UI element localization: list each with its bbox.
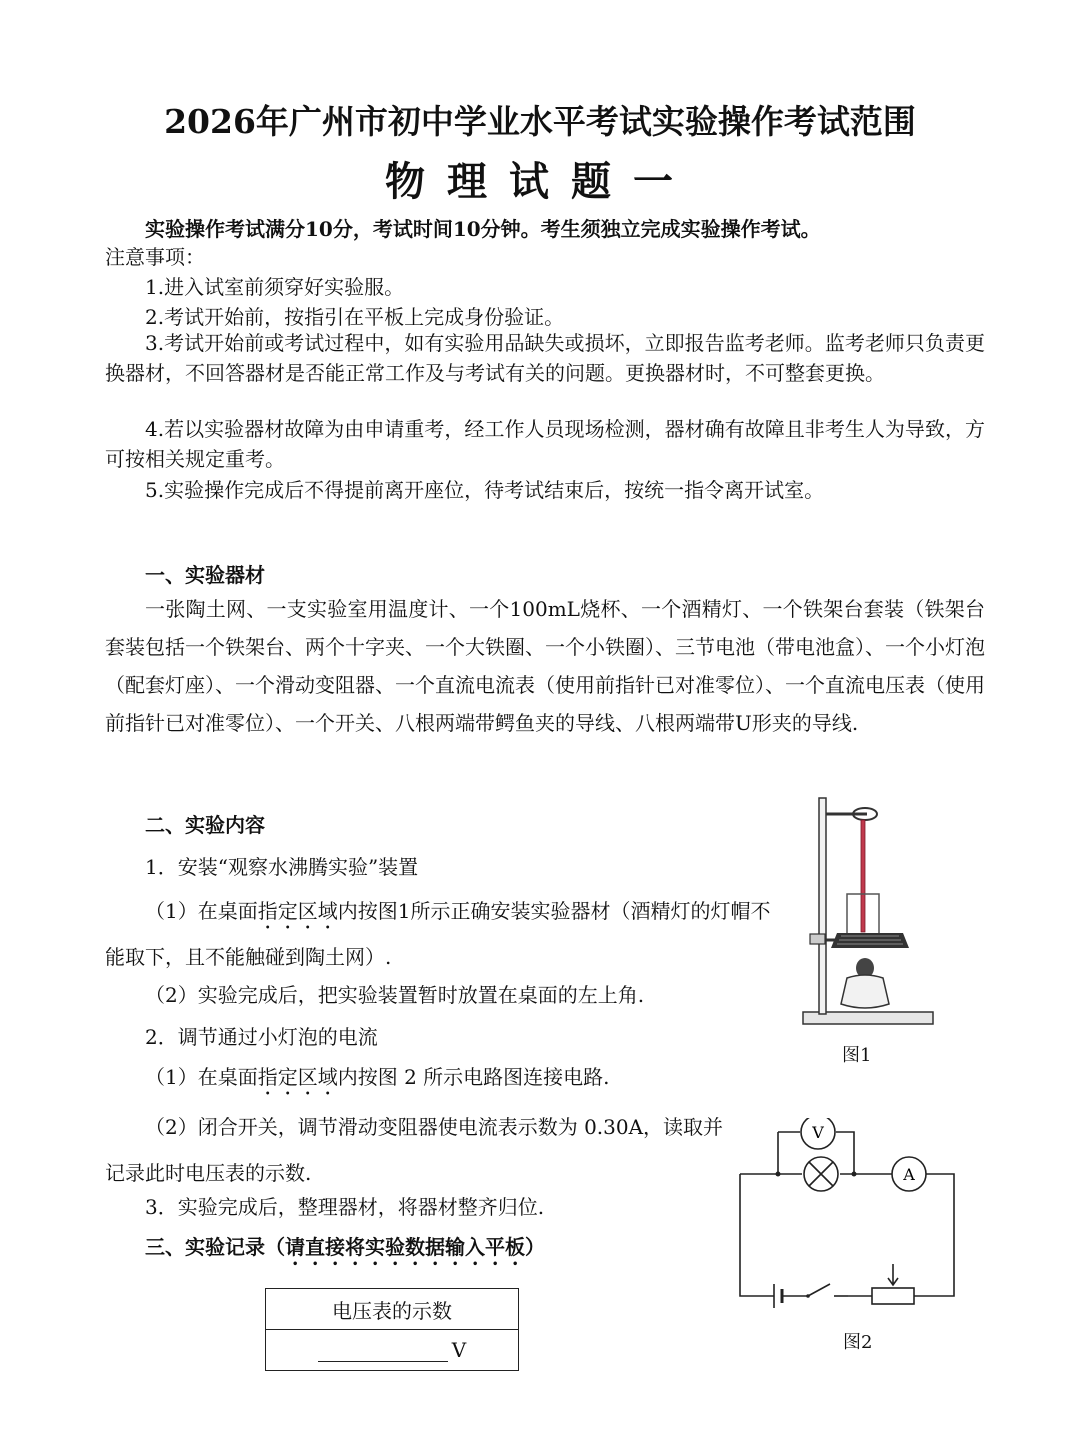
- junction-right: [852, 1172, 857, 1177]
- page-subtitle: 物理试题一: [385, 158, 695, 205]
- voltage-entry[interactable]: [266, 1330, 519, 1371]
- section1-heading: 一、实验器材: [145, 563, 265, 587]
- notice-item-4: 4.若以实验器材故障为由申请重考，经工作人员现场检测，器材确有故障且非考生人为导致，方可按相关规定重考。: [105, 417, 985, 471]
- notice-heading: 注意事项：: [105, 245, 205, 269]
- section2-heading: 二、实验内容: [145, 813, 265, 837]
- record-table: [265, 1288, 519, 1371]
- alcohol-lamp: [841, 975, 889, 1008]
- step2-item1: （1）在桌面指定区域内按图 2 所示电路图连接电路.: [145, 1065, 610, 1089]
- figure1-apparatus: [795, 790, 945, 1035]
- notice-item-1: 1.进入试室前须穿好实验服。: [145, 275, 405, 299]
- notice-item-5: 5.实验操作完成后不得提前离开座位，待考试结束后，按统一指令离开试室。: [145, 478, 825, 502]
- step1-item2: （2）实验完成后，把实验装置暂时放置在桌面的左上角.: [145, 983, 645, 1007]
- voltage-unit: V: [451, 1338, 467, 1362]
- section1-text: 一张陶土网、一支实验室用温度计、一个100mL烧杯、一个酒精灯、一个铁架台套装（铁架台套装包括一个铁架台、两个十字夹、一个大铁圈、一个小铁圈）、三节电池（带电池盒）、一个小灯泡（配套灯座）、一个滑动变阻器、一个直流电流表（使用前指针已对准零位）、一个直流电压表（使用前指针已对准零位）、一个开关、八根两端带鳄鱼夹的导线、八根两端带U形夹的导线.: [105, 597, 985, 735]
- rheostat: [872, 1288, 914, 1304]
- switch-blade: [808, 1284, 830, 1296]
- page-title: 2026年广州市初中学业水平考试实验操作考试范围: [164, 102, 916, 141]
- notice-item-3: 3.考试开始前或考试过程中，如有实验用品缺失或损坏，立即报告监考老师。监考老师只负责更换器材，不回答器材是否能正常工作及与考试有关的问题。更换器材时，不可整套更换。: [105, 331, 985, 385]
- voltage-blank[interactable]: [318, 1339, 448, 1362]
- step1-item1: （1）在桌面指定区域内按图1所示正确安装实验器材（酒精灯的灯帽不能取下，且不能触碰到陶土网）.: [105, 899, 771, 969]
- step2-title: 2．调节通过小灯泡的电流: [145, 1025, 378, 1049]
- cross-clamp: [810, 934, 825, 944]
- record-table-header: 电压表的示数: [266, 1289, 519, 1330]
- figure1-label: 图1: [842, 1045, 872, 1066]
- rheostat-slider: [888, 1264, 898, 1285]
- ammeter-symbol: A: [903, 1165, 915, 1184]
- intro-text: 实验操作考试满分10分，考试时间10分钟。考生须独立完成实验操作考试。: [145, 217, 821, 241]
- section3-heading: 三、实验记录（请直接将实验数据输入平板）: [145, 1235, 545, 1259]
- voltmeter-lead-right: [836, 1132, 854, 1174]
- step2-item2: （2）闭合开关，调节滑动变阻器使电流表示数为 0.30A，读取并记录此时电压表的示数.: [105, 1115, 724, 1185]
- figure2-label: 图2: [843, 1332, 873, 1353]
- wire-right: [914, 1174, 954, 1296]
- voltmeter-symbol: V: [812, 1123, 824, 1142]
- wire-left: [740, 1174, 774, 1296]
- step1-title: 1．安装“观察水沸腾实验”装置: [145, 855, 419, 879]
- figure2-circuit: [730, 1118, 962, 1318]
- junction-left: [776, 1172, 781, 1177]
- notice-item-2: 2.考试开始前，按指引在平板上完成身份验证。: [145, 305, 565, 329]
- stand-rod: [819, 798, 826, 1014]
- thermometer: [861, 820, 865, 932]
- step3: 3．实验完成后，整理器材，将器材整齐归位.: [145, 1195, 545, 1219]
